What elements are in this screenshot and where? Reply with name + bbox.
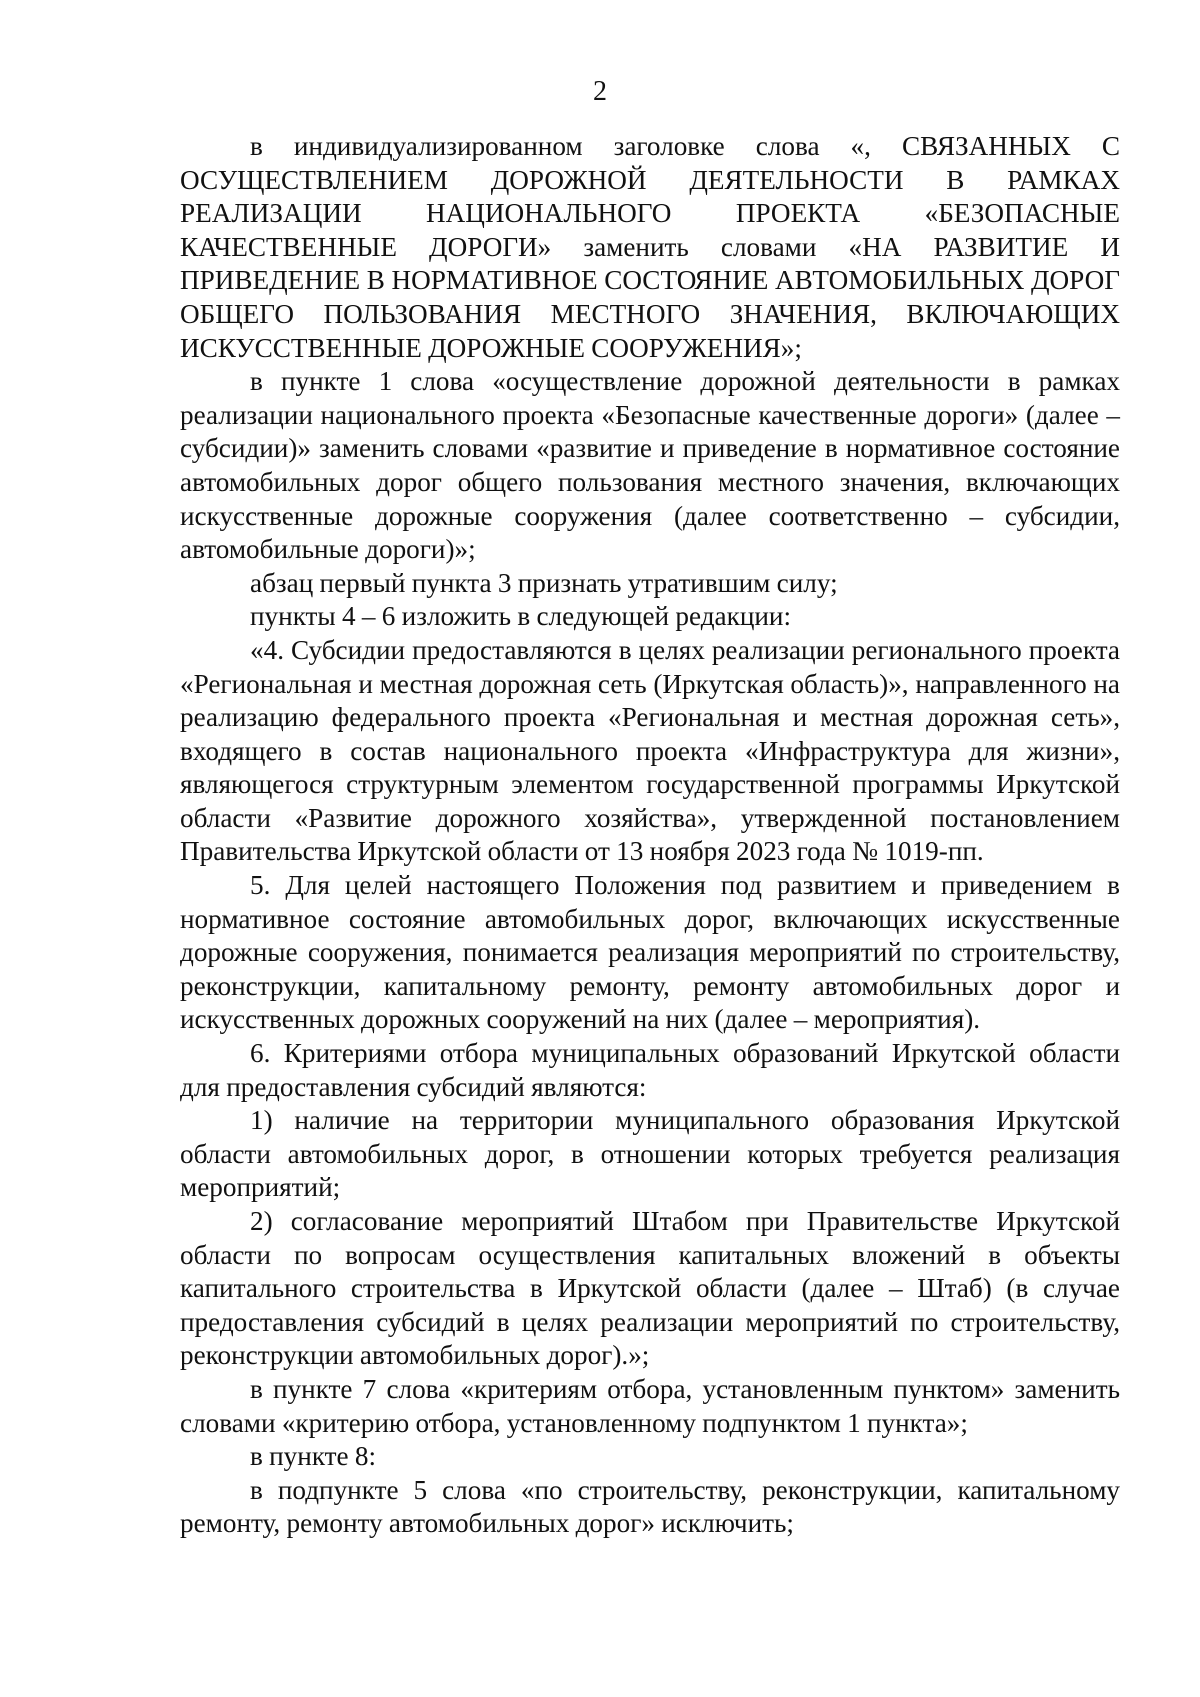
paragraph-point-4: «4. Субсидии предоставляются в целях реализации регионального проекта «Региональная и местная дорожная сеть (Иркутская область)», направленного на реализацию федерального проекта «Региональная и местная дорожная сеть», входящего в состав национального проекта «Инфраструктура для жизни», являющегося структурным элементом государственной программы Иркутской области «Развитие дорожного хозяйства», утвержденной постановлением Правительства Иркутской области от 13 ноября 2023 года № 1019-пп. bbox=[180, 634, 1120, 867]
document-body bbox=[180, 130, 1120, 1541]
paragraph-point-3-repeal: абзац первый пункта 3 признать утратившим силу; bbox=[250, 567, 838, 598]
paragraph-point-6: 6. Критериями отбора муниципальных образований Иркутской области для предоставления субсидий являются: bbox=[180, 1038, 1120, 1102]
paragraph-points-4-6-intro: пункты 4 – 6 изложить в следующей редакции: bbox=[250, 601, 792, 632]
paragraph-subpoint-5-amendment: в подпункте 5 слова «по строительству, реконструкции, капитальному ремонту, ремонту автомобильных дорог» исключить; bbox=[180, 1474, 1120, 1539]
paragraph-point-8-intro: в пункте 8: bbox=[250, 1441, 377, 1472]
paragraph-point-1-amendment: в пункте 1 слова «осуществление дорожной деятельности в рамках реализации национального проекта «Безопасные качественные дороги» (далее – субсидии)» заменить словами «развитие и приведение в нормативное состояние автомобильных дорог общего пользования местного значения, включающих искусственные дорожные сооружения (далее соответственно – субсидии, автомобильные дороги)»; bbox=[180, 366, 1120, 565]
paragraph-point-5: 5. Для целей настоящего Положения под развитием и приведением в нормативное состояние автомобильных дорог, включающих искусственные дорожные сооружения, понимается реализация мероприятий по строительству, реконструкции, капитальному ремонту, ремонту автомобильных дорог и искусственных дорожных сооружений на них (далее – мероприятия). bbox=[180, 870, 1120, 1035]
paragraph-title-amendment: в индивидуализированном заголовке слова «, СВЯЗАННЫХ С ОСУЩЕСТВЛЕНИЕМ ДОРОЖНОЙ ДЕЯТЕЛЬНОСТИ В РАМКАХ РЕАЛИЗАЦИИ НАЦИОНАЛЬНОГО ПРОЕКТА «БЕЗОПАСНЫЕ КАЧЕСТВЕННЫЕ ДОРОГИ» заменить словами «НА РАЗВИТИЕ И ПРИВЕДЕНИЕ В НОРМАТИВНОЕ СОСТОЯНИЕ АВТОМОБИЛЬНЫХ ДОРОГ ОБЩЕГО ПОЛЬЗОВАНИЯ МЕСТНОГО ЗНАЧЕНИЯ, ВКЛЮЧАЮЩИХ ИСКУССТВЕННЫЕ ДОРОЖНЫЕ СООРУЖЕНИЯ»; bbox=[180, 131, 1120, 363]
paragraph-point-7-amendment: в пункте 7 слова «критериям отбора, установленным пунктом» заменить словами «критерию отбора, установленному подпунктом 1 пункта»; bbox=[180, 1373, 1120, 1438]
paragraph-criterion-1: 1) наличие на территории муниципального образования Иркутской области автомобильных дорог, в отношении которых требуется реализация мероприятий; bbox=[180, 1105, 1120, 1203]
page-number: 2 bbox=[593, 76, 607, 107]
paragraph-criterion-2: 2) согласование мероприятий Штабом при Правительстве Иркутской области по вопросам осуществления капитальных вложений в объекты капитального строительства в Иркутской области (далее – Штаб) (в случае предоставления субсидий в целях реализации мероприятий по строительству, реконструкции автомобильных дорог).»; bbox=[180, 1206, 1120, 1371]
